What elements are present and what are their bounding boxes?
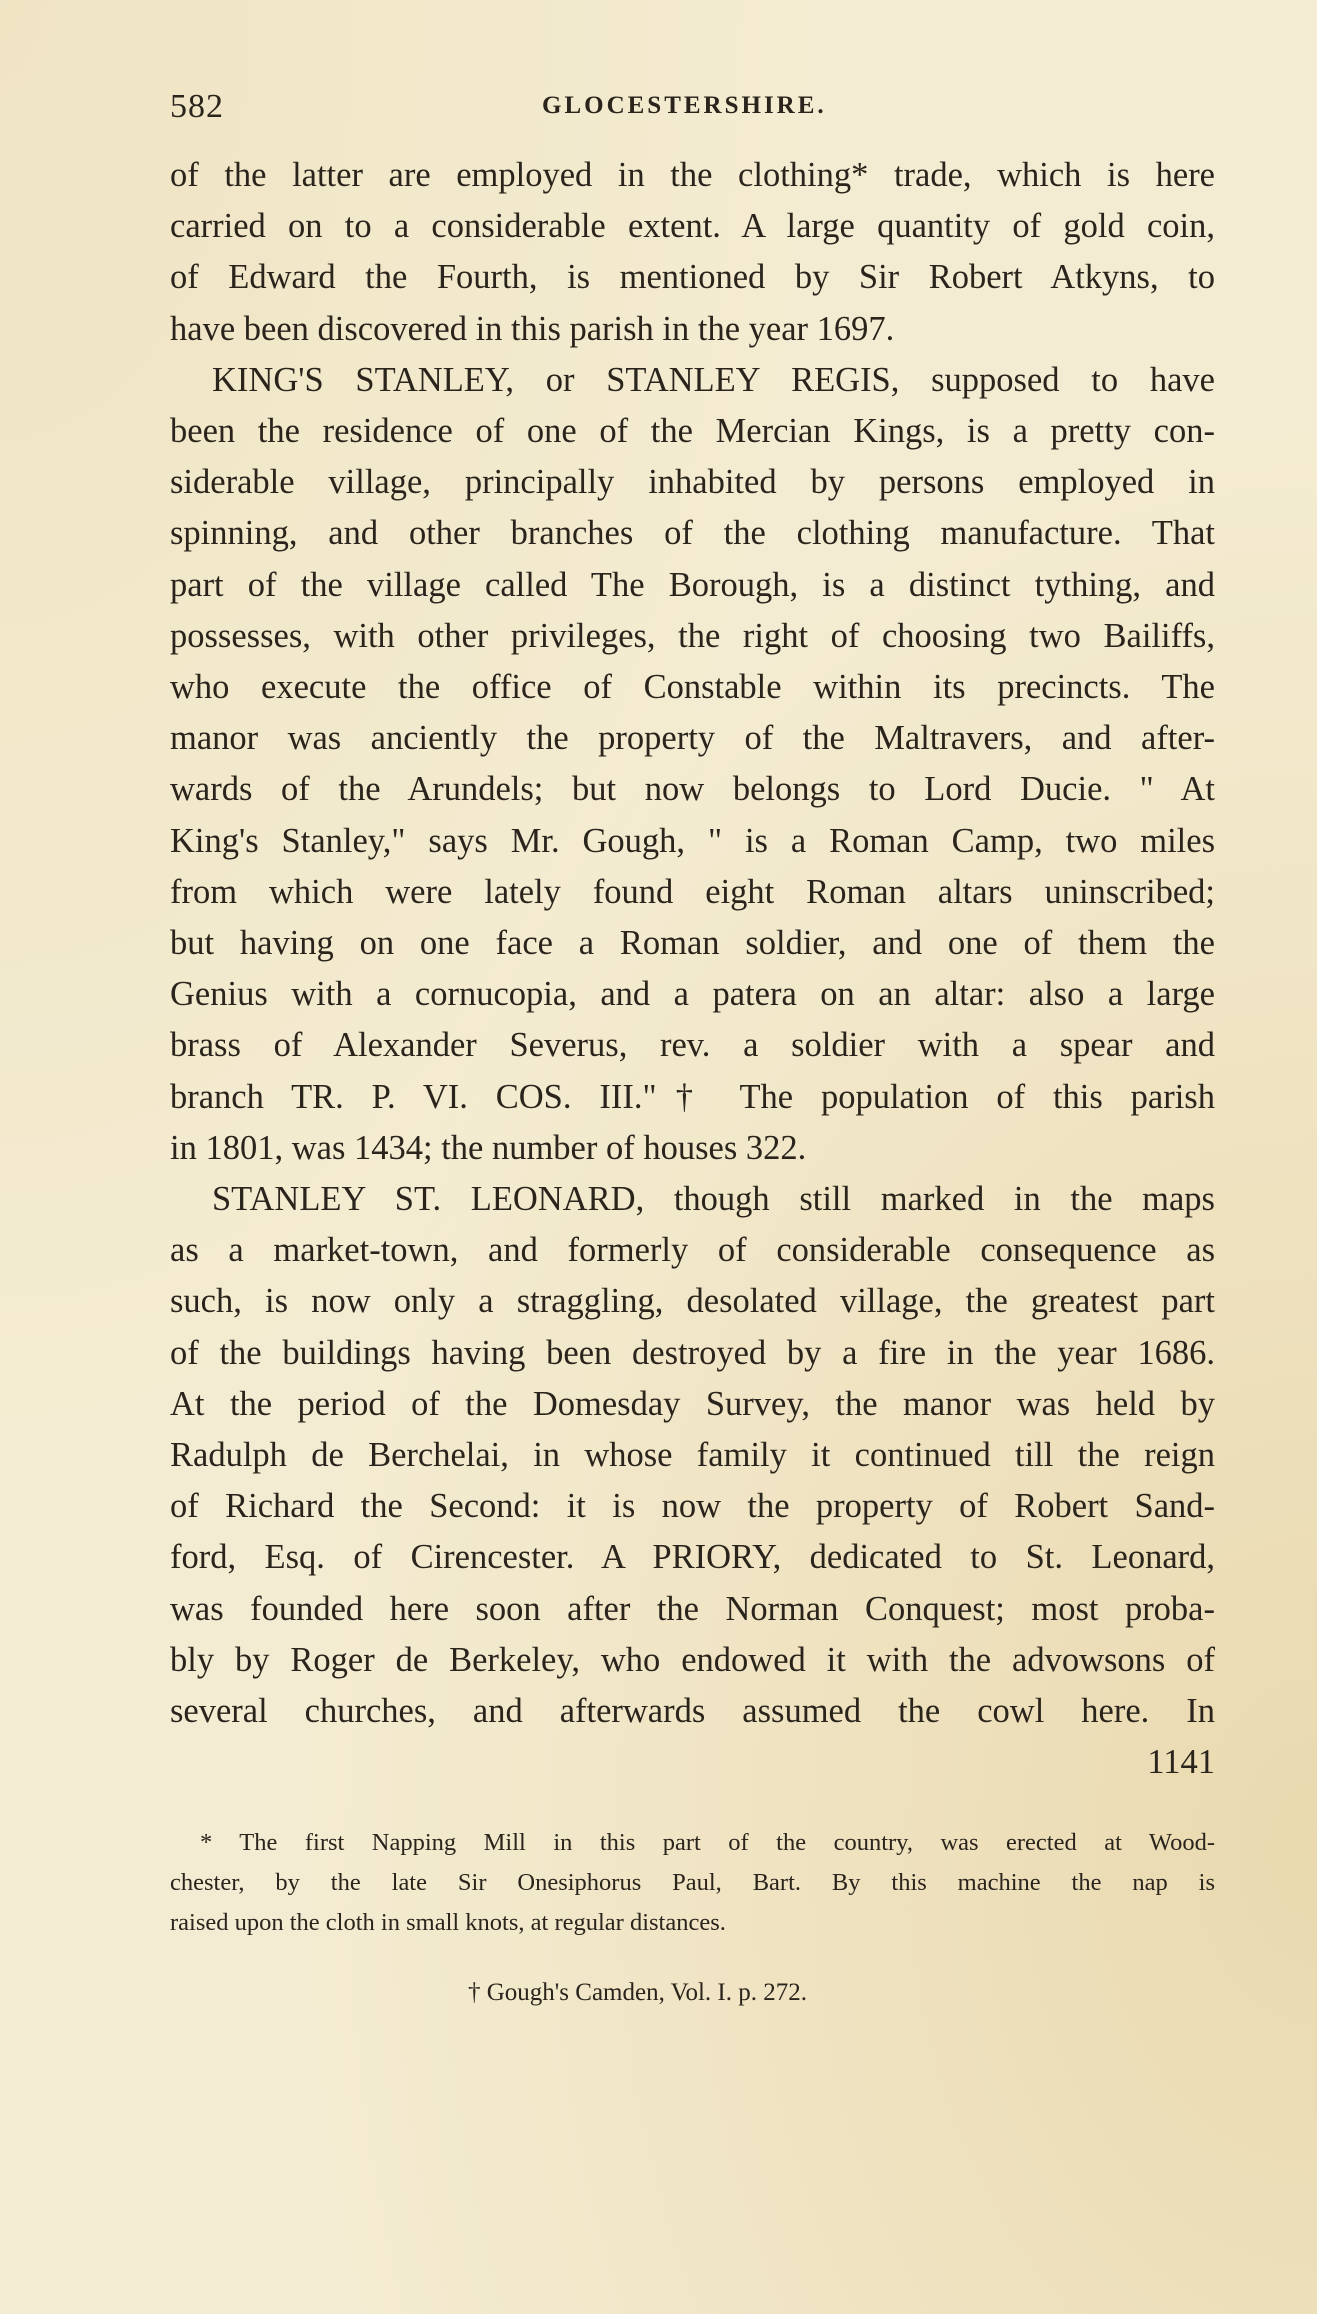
- text-line: of the buildings having been destroyed by a fire in the year 1686.: [170, 1333, 1215, 1372]
- running-title: GLOCESTERSHIRE.: [542, 92, 827, 119]
- text-line: was founded here soon after the Norman Conquest; most proba-: [170, 1589, 1215, 1628]
- text-line: in 1801, was 1434; the number of houses 322.: [170, 1128, 807, 1167]
- text-line: King's Stanley," says Mr. Gough, " is a Roman Camp, two miles: [170, 821, 1215, 860]
- text-line: part of the village called The Borough, is a distinct tything, and: [170, 565, 1215, 604]
- text-line: ford, Esq. of Cirencester. A PRIORY, dedicated to St. Leonard,: [170, 1538, 1215, 1577]
- text-line: At the period of the Domesday Survey, the manor was held by: [170, 1384, 1215, 1423]
- text-line: bly by Roger de Berkeley, who endowed it with the advowsons of: [170, 1640, 1215, 1679]
- text-line: Genius with a cornucopia, and a patera on an altar: also a large: [170, 975, 1215, 1014]
- paragraph-start-stanley-st-leonard: STANLEY ST. LEONARD, though still marked in the maps: [212, 1180, 1215, 1219]
- body-text: [170, 150, 1215, 1789]
- text-line: who execute the office of Constable within its precincts. The: [170, 668, 1215, 707]
- text-line: Radulph de Berchelai, in whose family it continued till the reign: [170, 1436, 1215, 1475]
- text-line: siderable village, principally inhabited by persons employed in: [170, 463, 1215, 502]
- text-line: possesses, with other privileges, the right of choosing two Bailiffs,: [170, 616, 1215, 655]
- text-line: manor was anciently the property of the Maltravers, and after-: [170, 719, 1215, 758]
- text-line: but having on one face a Roman soldier, and one of them the: [170, 924, 1215, 963]
- paragraph-start-kings-stanley: KING'S STANLEY, or STANLEY REGIS, supposed to have: [212, 360, 1215, 399]
- text-line: such, is now only a straggling, desolated village, the greatest part: [170, 1282, 1215, 1321]
- page-number: 582: [170, 88, 224, 125]
- text-line: wards of the Arundels; but now belongs to Lord Ducie. " At: [170, 770, 1215, 809]
- text-line: of Richard the Second: it is now the property of Robert Sand-: [170, 1487, 1215, 1526]
- book-page: [170, 88, 1215, 2013]
- text-line: several churches, and afterwards assumed the cowl here. In: [170, 1692, 1215, 1731]
- footnote-star-line: chester, by the late Sir Onesiphorus Paul, Bart. By this machine the nap is: [170, 1868, 1215, 1896]
- text-line: have been discovered in this parish in the year 1697.: [170, 309, 895, 348]
- running-head: [170, 88, 1215, 128]
- text-line: branch TR. P. VI. COS. III."† The population of this parish: [170, 1077, 1215, 1116]
- text-line: of Edward the Fourth, is mentioned by Sir Robert Atkyns, to: [170, 258, 1215, 297]
- text-line: carried on to a considerable extent. A large quantity of gold coin,: [170, 207, 1215, 246]
- text-line: of the latter are employed in the clothing* trade, which is here: [170, 156, 1215, 194]
- footnotes: [170, 1823, 1215, 2013]
- text-line: brass of Alexander Severus, rev. a soldier with a spear and: [170, 1026, 1215, 1065]
- text-line: as a market-town, and formerly of considerable consequence as: [170, 1231, 1215, 1270]
- text-line: spinning, and other branches of the clothing manufacture. That: [170, 514, 1215, 553]
- text-line: been the residence of one of the Mercian Kings, is a pretty con-: [170, 412, 1215, 451]
- footnote-star-line: raised upon the cloth in small knots, at regular distances.: [170, 1908, 726, 1936]
- catchword: 1141: [1147, 1743, 1215, 1782]
- text-line: from which were lately found eight Roman altars uninscribed;: [170, 872, 1215, 911]
- footnote-star: * The first Napping Mill in this part of the country, was erected at Wood-: [200, 1828, 1215, 1856]
- footnote-dagger: † Gough's Camden, Vol. I. p. 272.: [467, 1978, 807, 2006]
